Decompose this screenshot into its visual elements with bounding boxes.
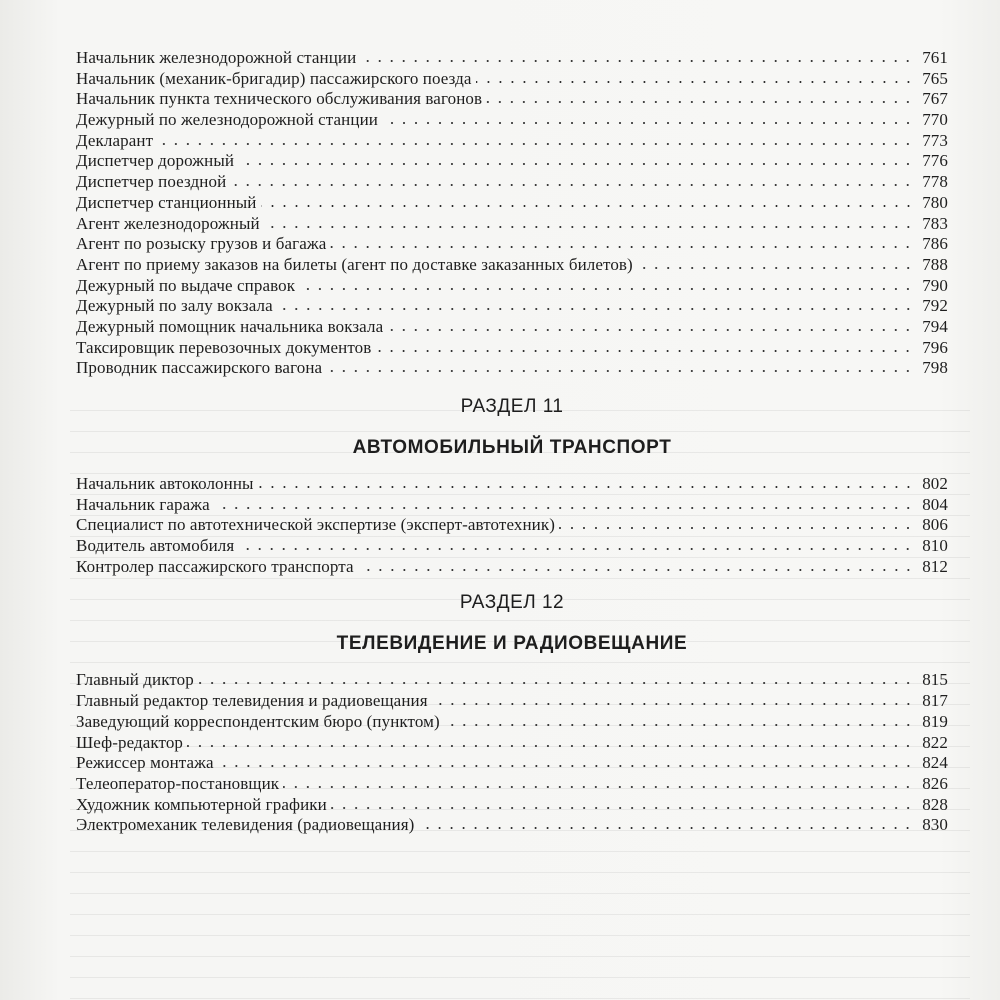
entry-page-number: 796 — [922, 337, 948, 357]
dot-leader — [486, 100, 914, 104]
entry-page-number: 778 — [922, 172, 948, 192]
toc-entry — [76, 670, 948, 691]
entry-title: Диспетчер станционный — [76, 192, 257, 212]
entry-page-number: 828 — [922, 794, 948, 814]
section-label: РАЗДЕЛ 12 — [459, 592, 565, 614]
entry-title: Заведующий корреспондентским бюро (пунктом) — [76, 711, 440, 731]
dot-leader — [418, 826, 914, 830]
dot-leader — [326, 369, 914, 373]
entry-title: Художник компьютерной графики — [76, 794, 327, 814]
toc-entry — [76, 358, 948, 379]
dot-leader — [375, 349, 914, 353]
dot-leader — [261, 204, 915, 208]
entry-title: Шеф-редактор — [76, 732, 184, 752]
entry-title: Начальник автоколонны — [76, 474, 254, 493]
entry-title: Диспетчер дорожный — [76, 151, 235, 171]
dot-leader — [382, 121, 914, 125]
entry-page-number: 824 — [922, 753, 948, 773]
dot-leader — [432, 702, 914, 706]
entry-title: Главный диктор — [76, 670, 194, 690]
dot-leader — [198, 681, 914, 685]
entry-page-number: 761 — [922, 48, 948, 67]
table-of-contents — [76, 48, 948, 836]
toc-entry — [76, 557, 948, 578]
entry-page-number: 770 — [922, 110, 948, 130]
entry-page-number: 780 — [922, 192, 948, 212]
dot-leader — [444, 723, 914, 727]
entry-title: Контролер пассажирского транспорта — [76, 556, 354, 576]
dot-leader — [559, 526, 914, 530]
entry-page-number: 798 — [922, 358, 948, 378]
toc-entry — [76, 753, 948, 774]
entry-page-number: 822 — [922, 732, 948, 752]
toc-entry — [76, 795, 948, 816]
toc-entry — [76, 536, 948, 557]
toc-entry — [76, 172, 948, 193]
toc-entry — [76, 48, 948, 69]
toc-entry — [76, 131, 948, 152]
entry-title: Начальник гаража — [76, 494, 210, 514]
toc-entry — [76, 193, 948, 214]
entry-title: Специалист по автотехнической экспертизе (эксперт-автотехник) — [76, 515, 555, 535]
toc-group-railway — [76, 48, 948, 379]
toc-entry — [76, 89, 948, 110]
toc-group-television-radio — [76, 670, 948, 836]
entry-page-number: 802 — [922, 474, 948, 493]
toc-entry — [76, 733, 948, 754]
entry-title: Дежурный помощник начальника вокзала — [76, 316, 384, 336]
entry-title: Агент по розыску грузов и багажа — [76, 234, 327, 254]
toc-entry — [76, 234, 948, 255]
dot-leader — [476, 80, 914, 84]
entry-page-number: 767 — [922, 89, 948, 109]
toc-entry — [76, 276, 948, 297]
dot-leader — [277, 307, 914, 311]
dot-leader — [238, 547, 914, 551]
entry-page-number: 765 — [922, 68, 948, 88]
toc-entry — [76, 495, 948, 516]
entry-title: Дежурный по железнодорожной станции — [76, 110, 378, 130]
entry-page-number: 804 — [922, 494, 948, 514]
dot-leader — [258, 485, 914, 489]
toc-entry — [76, 815, 948, 836]
section-label: РАЗДЕЛ 11 — [460, 396, 564, 417]
dot-leader — [218, 764, 914, 768]
entry-page-number: 792 — [922, 296, 948, 316]
dot-leader — [214, 506, 914, 510]
entry-title: Начальник железнодорожной станции — [76, 48, 357, 67]
toc-entry — [76, 317, 948, 338]
entry-page-number: 826 — [922, 773, 948, 793]
entry-title: Дежурный по выдаче справок — [76, 275, 296, 295]
entry-page-number: 815 — [922, 670, 948, 690]
toc-entry — [76, 214, 948, 235]
entry-page-number: 817 — [922, 691, 948, 711]
toc-entry — [76, 338, 948, 359]
entry-page-number: 786 — [922, 234, 948, 254]
section-title: АВТОМОБИЛЬНЫЙ ТРАНСПОРТ — [352, 437, 672, 458]
toc-entry — [76, 474, 948, 495]
entry-page-number: 794 — [922, 316, 948, 336]
entry-title: Проводник пассажирского вагона — [76, 358, 323, 378]
entry-page-number: 810 — [922, 536, 948, 556]
toc-entry — [76, 296, 948, 317]
section-title: ТЕЛЕВИДЕНИЕ И РАДИОВЕЩАНИЕ — [336, 633, 688, 655]
entry-page-number: 788 — [922, 254, 948, 274]
dot-leader — [299, 287, 914, 291]
toc-group-road-transport — [76, 474, 948, 577]
entry-title: Дежурный по залу вокзала — [76, 296, 273, 316]
entry-title: Диспетчер поездной — [76, 172, 227, 192]
entry-title: Начальник (механик-бригадир) пассажирского поезда — [76, 68, 472, 88]
entry-page-number: 773 — [922, 130, 948, 150]
entry-title: Агент железнодорожный — [76, 213, 260, 233]
toc-entry — [76, 691, 948, 712]
dot-leader — [230, 183, 914, 187]
dot-leader — [637, 266, 914, 270]
entry-title: Главный редактор телевидения и радиовещания — [76, 691, 428, 711]
entry-title: Агент по приему заказов на билеты (агент по доставке заказанных билетов) — [76, 254, 633, 274]
entry-title: Таксировщик перевозочных документов — [76, 337, 372, 357]
entry-page-number: 812 — [922, 556, 948, 576]
toc-entry — [76, 774, 948, 795]
entry-title: Водитель автомобиля — [76, 536, 235, 556]
dot-leader — [387, 328, 914, 332]
dot-leader — [331, 806, 914, 810]
entry-title: Режиссер монтажа — [76, 753, 214, 773]
dot-leader — [330, 245, 914, 249]
entry-page-number: 776 — [922, 151, 948, 171]
entry-page-number: 819 — [922, 711, 948, 731]
toc-entry — [76, 255, 948, 276]
entry-title: Декларант — [76, 130, 154, 150]
toc-entry — [76, 515, 948, 536]
entry-title: Электромеханик телевидения (радиовещания) — [76, 815, 415, 835]
entry-page-number: 790 — [922, 275, 948, 295]
entry-title: Телеоператор-постановщик — [76, 773, 280, 793]
toc-entry — [76, 69, 948, 90]
dot-leader — [238, 162, 914, 166]
toc-entry — [76, 712, 948, 733]
toc-entry — [76, 110, 948, 131]
dot-leader — [283, 785, 914, 789]
entry-page-number: 830 — [922, 815, 948, 835]
dot-leader — [157, 142, 914, 146]
entry-page-number: 783 — [922, 213, 948, 233]
entry-page-number: 806 — [922, 515, 948, 535]
toc-entry — [76, 151, 948, 172]
entry-title: Начальник пункта технического обслуживания вагонов — [76, 89, 483, 109]
dot-leader — [358, 568, 914, 572]
dot-leader — [187, 744, 914, 748]
dot-leader — [264, 225, 914, 229]
dot-leader — [360, 59, 914, 63]
